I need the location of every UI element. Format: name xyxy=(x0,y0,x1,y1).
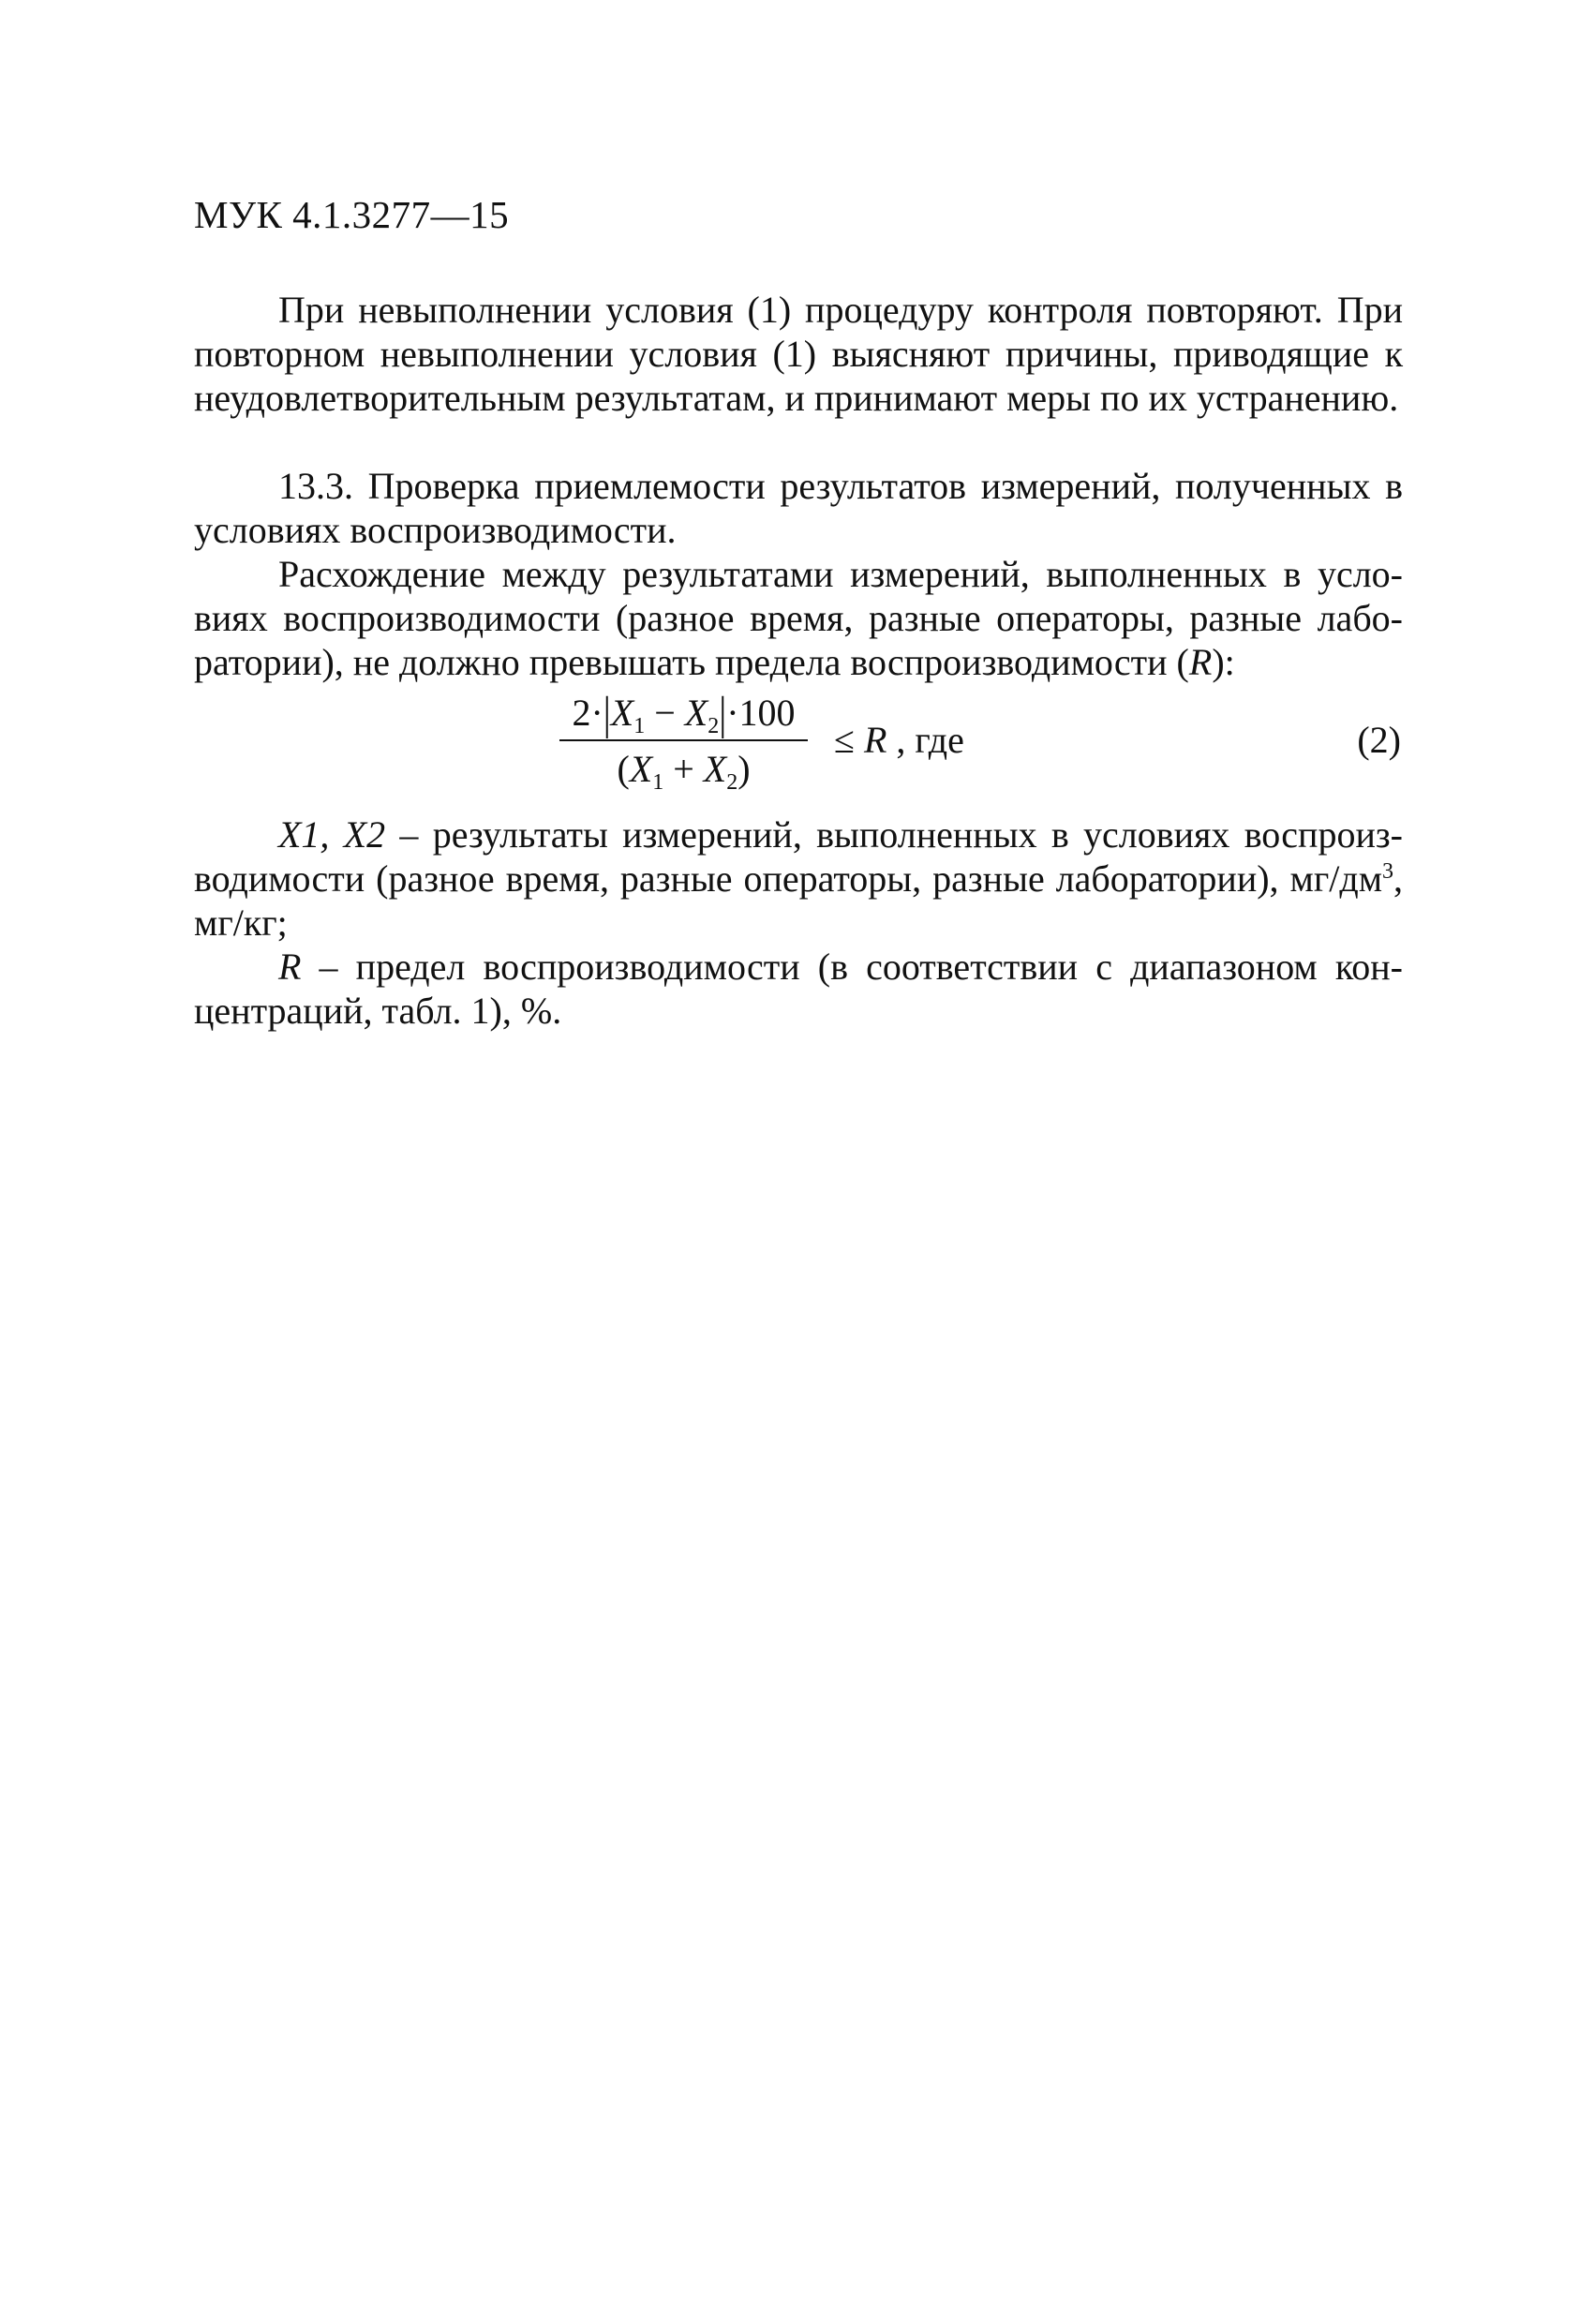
sub-1: 1 xyxy=(633,714,646,738)
definition-body: – предел воспроизводимости (в соответствии с диапазоном концентраций, табл. 1), %. xyxy=(194,946,1403,1032)
section-13-3-heading xyxy=(194,464,1403,552)
document-code: МУК 4.1.3277—15 xyxy=(194,193,510,236)
var-x2: X xyxy=(684,692,708,734)
sub-2: 2 xyxy=(726,770,738,795)
superscript-3: 3 xyxy=(1382,859,1393,884)
minus-sign: − xyxy=(645,692,685,734)
formula-numerator xyxy=(559,686,808,739)
formula-2 xyxy=(194,686,1403,803)
definition-body: – результаты измерений, выполненных в условиях воспроизводимости (разное время, разные операторы, разные лаборатории), мг/дм xyxy=(194,813,1403,900)
definition-text xyxy=(194,812,1403,945)
var-x1: X xyxy=(629,748,653,790)
variable-r: R xyxy=(278,946,302,988)
sub-1: 1 xyxy=(652,770,664,795)
abs-open: | xyxy=(603,686,611,739)
variable-r: R xyxy=(1188,641,1213,683)
formula-fraction xyxy=(559,686,808,795)
num-lead: 2· xyxy=(572,692,603,734)
den-close: ) xyxy=(737,748,751,790)
paragraph-end: ): xyxy=(1212,641,1235,683)
var-r: R xyxy=(863,719,887,761)
plus-sign: + xyxy=(663,748,704,790)
var-x2: X xyxy=(703,748,727,790)
variables-x1-x2: X1, X2 xyxy=(278,813,386,856)
definition-x xyxy=(194,812,1403,945)
paragraph-text xyxy=(194,552,1403,684)
le-sign: ≤ xyxy=(834,719,864,761)
var-x1: X xyxy=(610,692,634,734)
definition-units: , мг/кг; xyxy=(194,857,1403,944)
den-open: ( xyxy=(617,748,630,790)
definition-text xyxy=(194,945,1403,1033)
formula-denominator xyxy=(559,747,808,795)
where-word: , где xyxy=(886,719,964,761)
formula-number: (2) xyxy=(1357,719,1401,761)
paragraph-reproducibility xyxy=(194,552,1403,684)
formula-comparison xyxy=(834,718,964,763)
num-tail: ·100 xyxy=(726,692,796,734)
paragraph-repeat-control xyxy=(194,288,1403,420)
paragraph-text: При невыполнении условия (1) процедуру контроля повторяют. При повторном невыполнении условия (1) выясняют причины, приводящие к неудовлетворительным результатам, и принимают меры по их устранению. xyxy=(194,289,1403,419)
sub-2: 2 xyxy=(708,714,720,738)
section-title: 13.3. Проверка приемлемости результатов измерений, полученных в условиях воспроизводимости. xyxy=(194,465,1403,551)
fraction-bar xyxy=(559,739,808,741)
definition-r xyxy=(194,945,1403,1033)
paragraph-body: Расхождение между результатами измерений, выполненных в условиях воспроизводимости (разное время, разные операторы, разные лаборатории), не должно превышать предела воспроизводимости ( xyxy=(194,553,1403,683)
abs-close: | xyxy=(719,686,727,739)
